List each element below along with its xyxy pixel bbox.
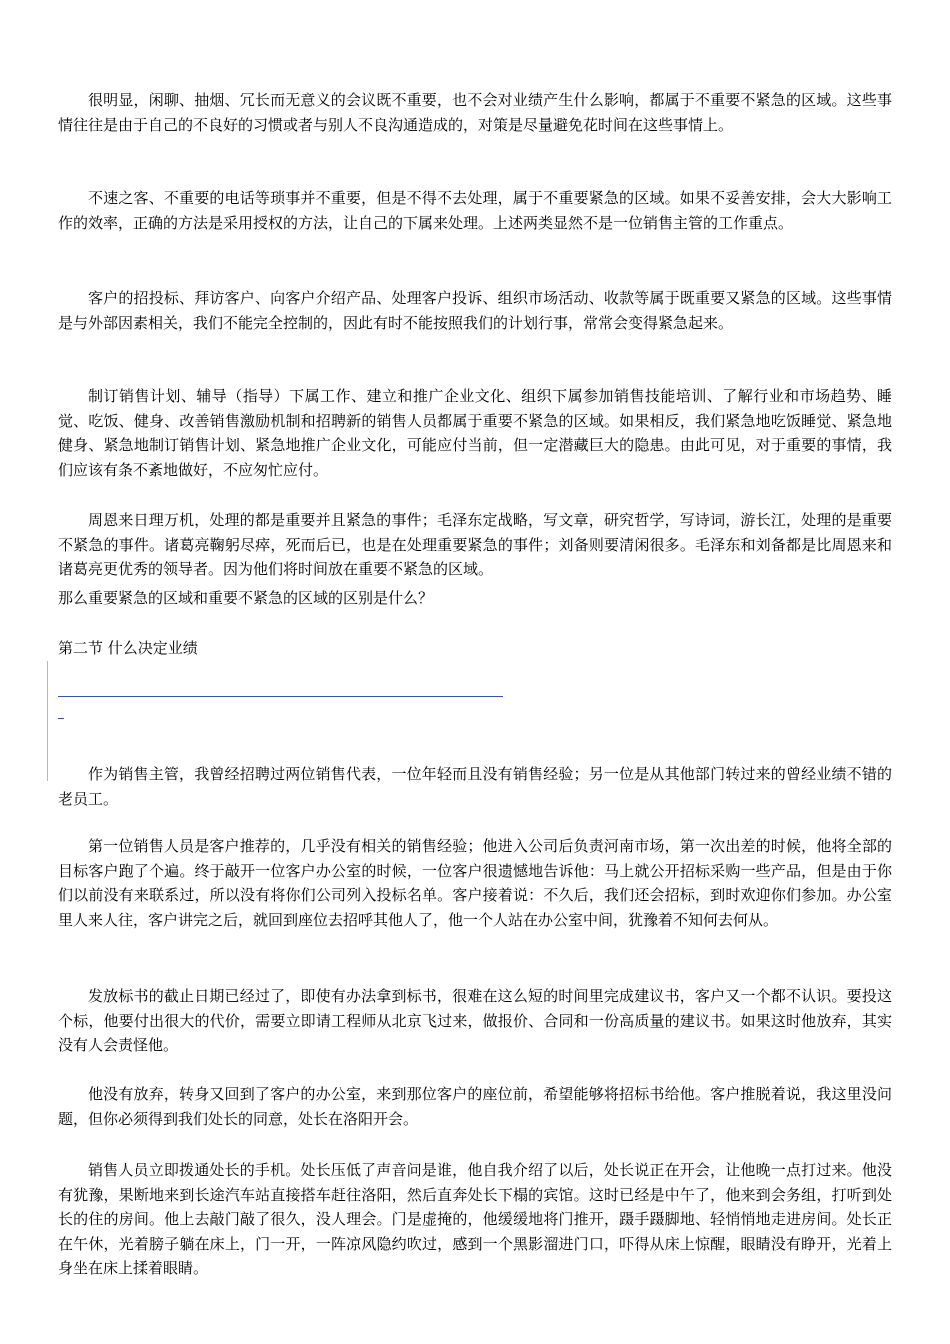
paragraph-11: 销售人员立即拨通处长的手机。处长压低了声音问是谁，他自我介绍了以后，处长说正在开会，让他晚一点打过来。他没有犹豫，果断地来到长途汽车站直接搭车赶往洛阳，然后直奔处长下榻的宾馆。这时已经是中午了，他来到会务组，打听到处长的住的房间。他上去敲门敲了很久，没人理会。门是虚掩的，他缓缓地将门推开，蹑手蹑脚地、轻悄悄地走进房间。处长正在午休，光着膀子躺在床上，门一开，一阵凉风隐约吹过，感到一个黑影溜进门口，吓得从床上惊醒，眼睛没有睁开，光着上身坐在床上揉着眼睛。	[58, 1161, 892, 1277]
paragraph-1: 很明显，闲聊、抽烟、冗长而无意义的会议既不重要，也不会对业绩产生什么影响，都属于不重要不紧急的区域。这些事情往往是由于自己的不良好的习惯或者与别人不良沟通造成的，对策是尽量避免花时间在这些事情上。	[58, 91, 892, 134]
margin-bar	[47, 661, 48, 781]
paragraph-3: 客户的招投标、拜访客户、向客户介绍产品、处理客户投诉、组织市场活动、收款等属于既重要又紧急的区域。这些事情是与外部因素相关，我们不能完全控制的，因此有时不能按照我们的计划行事，常常会变得紧急起来。	[58, 289, 892, 332]
paragraph-8: 第一位销售人员是客户推荐的，几乎没有相关的销售经验；他进入公司后负责河南市场，第一次出差的时候，他将全部的目标客户跑了个遍。终于敲开一位客户办公室的时候，一位客户很遗憾地告诉他：马上就公开招标采购一些产品，但是由于你们以前没有来联系过，所以没有将你们公司列入投标名单。客户接着说：不久后，我们还会招标，到时欢迎你们参加。办公室里人来人往，客户讲完之后，就回到座位去招呼其他人了，他一个人站在办公室中间，犹豫着不知何去何从。	[58, 837, 892, 929]
section-heading: 第二节 什么决定业绩	[58, 639, 198, 657]
paragraph-5: 周恩来日理万机，处理的都是重要并且紧急的事件；毛泽东定战略，写文章，研究哲学，写诗词，游长江，处理的是重要不紧急的事件。诸葛亮鞠躬尽瘁，死而后已，也是在处理重要紧急的事件；刘备则要清闲很多。毛泽东和刘备都是比周恩来和诸葛亮更优秀的领导者。因为他们将时间放在重要不紧急的区域。	[58, 511, 892, 578]
paragraph-4: 制订销售计划、辅导（指导）下属工作、建立和推广企业文化、组织下属参加销售技能培训、了解行业和市场趋势、睡觉、吃饭、健身、改善销售激励机制和招聘新的销售人员都属于重要不紧急的区域。如果相反，我们紧急地吃饭睡觉、紧急地健身、紧急地制订销售计划、紧急地推广企业文化，可能应付当前，但一定潜藏巨大的隐患。由此可见，对于重要的事情，我们应该有条不紊地做好，不应匆忙应付。	[58, 387, 892, 479]
paragraph-2: 不速之客、不重要的电话等琐事并不重要，但是不得不去处理，属于不重要紧急的区域。如果不妥善安排，会大大影响工作的效率，正确的方法是采用授权的方法，让自己的下属来处理。上述两类显然不是一位销售主管的工作重点。	[58, 189, 892, 232]
paragraph-6: 那么重要紧急的区域和重要不紧急的区域的区别是什么？	[58, 589, 434, 607]
paragraph-9: 发放标书的截止日期已经过了，即使有办法拿到标书，很难在这么短的时间里完成建议书，客户又一个都不认识。要投这个标，他要付出很大的代价，需要立即请工程师从北京飞过来，做报价、合同和一份高质量的建议书。如果这时他放弃，其实没有人会责怪他。	[58, 987, 892, 1054]
paragraph-10: 他没有放弃，转身又回到了客户的办公室，来到那位客户的座位前，希望能够将招标书给他。客户推脱着说，我这里没问题，但你必须得到我们处长的同意，处长在洛阳开会。	[58, 1085, 892, 1128]
link-underline	[58, 696, 503, 697]
paragraph-7: 作为销售主管，我曾经招聘过两位销售代表，一位年轻而且没有销售经验；另一位是从其他部门转过来的曾经业绩不错的老员工。	[58, 765, 892, 808]
link-dash	[58, 718, 64, 719]
